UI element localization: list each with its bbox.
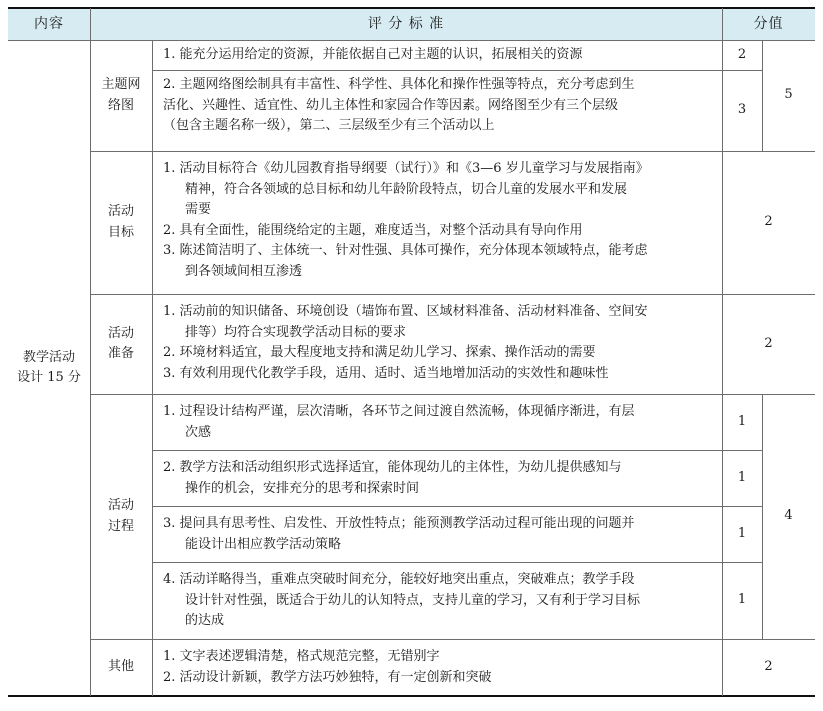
col-divider — [152, 40, 153, 696]
prep-score: 2 — [764, 335, 773, 351]
other-items — [153, 647, 723, 688]
theme-map-item-1 — [153, 45, 723, 66]
criteria-line: 3. 提问具有思考性、启发性、开放性特点；能预测教学活动过程可能出现的问题并 — [163, 516, 635, 531]
section-divider — [90, 639, 815, 640]
criteria-line: 1. 活动前的知识储备、环境创设（墙饰布置、区域材料准备、活动材料准备、空间安 — [163, 304, 648, 319]
section-title-process — [90, 394, 152, 639]
process-title-1: 活动 — [107, 498, 134, 513]
item-divider — [152, 450, 762, 451]
theme-map-item-2-score: 3 — [737, 102, 747, 118]
criteria-line: 2. 环境材料适宜，最大程度地支持和满足幼儿学习、探索、操作活动的需要 — [163, 345, 596, 360]
process-item-2 — [153, 458, 723, 499]
category-line-2: 设计 15 分 — [17, 370, 81, 385]
process-item-3-score: 1 — [737, 525, 747, 541]
criteria-line: 的达成 — [185, 613, 225, 628]
section-title-theme-map — [90, 40, 152, 151]
bottom-rule — [8, 695, 815, 697]
criteria-line: 1. 过程设计结构严谨，层次清晰，各环节之间过渡自然流畅，体现循序渐进，有层 — [163, 404, 635, 419]
col-divider — [722, 8, 723, 696]
item-divider — [152, 506, 762, 507]
criteria-line: 活化、兴趣性、适宜性、幼儿主体性和家园合作等因素。网络图至少有三个层级 — [163, 97, 619, 113]
process-total-score: 4 — [784, 508, 793, 524]
criteria-line: 能设计出相应教学活动策略 — [185, 536, 342, 552]
process-title-2: 过程 — [107, 518, 134, 534]
score-sub-divider — [762, 40, 763, 151]
section-title-goal — [90, 151, 152, 294]
process-item-1-score: 1 — [737, 413, 747, 429]
section-divider — [90, 294, 815, 295]
other-score: 2 — [764, 659, 773, 675]
theme-map-item-2 — [153, 75, 723, 137]
criteria-line: 2. 具有全面性，能围绕给定的主题，难度适当，对整个活动具有导向作用 — [163, 222, 583, 238]
process-item-3 — [153, 514, 723, 555]
prep-title-2: 准备 — [107, 346, 134, 361]
criteria-line: 3. 陈述简洁明了、主体统一、针对性强、具体可操作，充分体现本领域特点，能考虑 — [163, 243, 648, 258]
section-divider — [90, 151, 815, 152]
header-criteria: 评 分 标 准 — [90, 8, 722, 40]
criteria-line: 3. 有效利用现代化教学手段，适用、适时、适当地增加活动的实效性和趣味性 — [163, 365, 609, 381]
criteria-line: 4. 活动详略得当，重难点突破时间充分，能较好地突出重点，突破难点；教学手段 — [163, 572, 635, 587]
criteria-line: 1. 文字表述逻辑清楚，格式规范完整，无错别字 — [163, 649, 440, 664]
section-title-other: 其他 — [107, 659, 134, 675]
criteria-line: 次感 — [185, 424, 212, 440]
item-divider — [152, 562, 762, 563]
top-rule — [8, 7, 815, 9]
criteria-line: 需要 — [185, 202, 212, 217]
theme-map-title-1: 主题网 — [101, 77, 141, 92]
goal-title-1: 活动 — [107, 204, 134, 219]
item-divider — [152, 70, 762, 71]
criteria-line: 2. 主题网络图绘制具有丰富性、科学性、具体化和操作性强等特点，充分考虑到生 — [163, 77, 635, 92]
prep-title-1: 活动 — [107, 325, 134, 341]
category-cell — [8, 40, 90, 696]
section-title-prep — [90, 294, 152, 394]
header-content: 内容 — [8, 8, 90, 40]
theme-map-title-2: 络图 — [107, 97, 134, 113]
criteria-line: 精神，符合各领域的总目标和幼儿年龄阶段特点，切合儿童的发展水平和发展 — [185, 181, 628, 197]
goal-title-2: 目标 — [107, 224, 134, 240]
theme-map-total-score: 5 — [784, 87, 793, 103]
theme-map-item-1-score: 2 — [737, 46, 747, 62]
criteria-line: 1. 能充分运用给定的资源，并能依据自己对主题的认识，拓展相关的资源 — [163, 47, 583, 62]
criteria-line: 2. 活动设计新颖，教学方法巧妙独特，有一定创新和突破 — [163, 669, 492, 685]
goal-items — [153, 159, 723, 282]
header-divider — [8, 40, 815, 41]
criteria-line: 操作的机会，安排充分的思考和探索时间 — [185, 480, 420, 496]
process-item-1 — [153, 402, 723, 443]
header-score: 分值 — [722, 8, 815, 40]
goal-score: 2 — [764, 214, 773, 230]
score-sub-divider — [762, 394, 763, 639]
criteria-line: （包含主题名称一级），第二、三层级至少有三个活动以上 — [163, 118, 495, 133]
criteria-line: 1. 活动目标符合《幼儿园教育指导纲要（试行）》和《3—6 岁儿童学习与发展指南》 — [163, 161, 649, 176]
category-line-1: 教学活动 — [22, 349, 75, 365]
criteria-line: 设计针对性强，既适合于幼儿的认知特点，支持儿童的学习，又有利于学习目标 — [185, 592, 641, 608]
process-item-4 — [153, 570, 723, 632]
process-item-2-score: 1 — [737, 469, 747, 485]
criteria-line: 排等）均符合实现教学活动目标的要求 — [185, 324, 407, 340]
section-divider — [90, 394, 815, 395]
prep-items — [153, 302, 723, 384]
criteria-line: 到各领域间相互渗透 — [185, 263, 303, 279]
criteria-line: 2. 教学方法和活动组织形式选择适宜，能体现幼儿的主体性，为幼儿提供感知与 — [163, 460, 622, 475]
process-item-4-score: 1 — [737, 592, 747, 608]
col-divider — [90, 8, 91, 696]
